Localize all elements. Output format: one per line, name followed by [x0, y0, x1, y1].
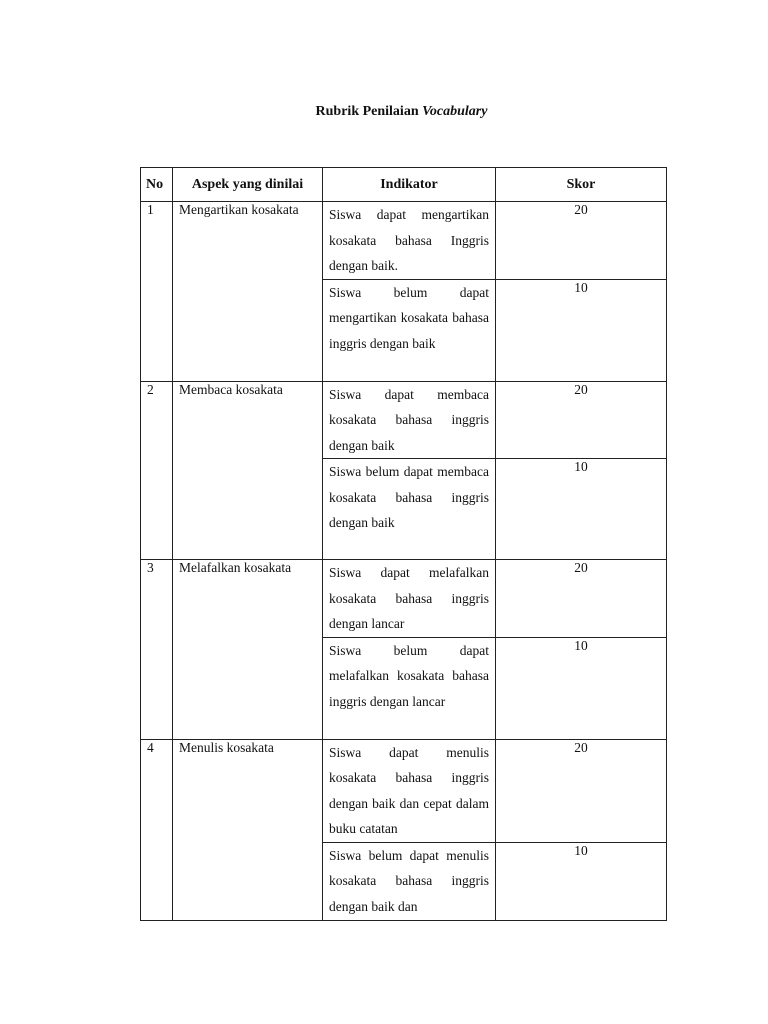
- table-header-row: [141, 168, 667, 202]
- header-skor: Skor: [496, 168, 667, 202]
- skor-cell: 10: [496, 842, 667, 921]
- rubric-table: [140, 167, 667, 921]
- indikator-cell: Siswa belum dapat menulis kosakata bahasa inggris dengan baik dan: [323, 842, 496, 921]
- skor-cell: 20: [496, 381, 667, 459]
- aspek-cell: Membaca kosakata: [173, 381, 323, 560]
- table-row: [141, 739, 667, 842]
- aspek-cell: Mengartikan kosakata: [173, 202, 323, 382]
- title-text: Rubrik Penilaian: [315, 104, 423, 119]
- skor-cell: 10: [496, 637, 667, 739]
- header-aspek: Aspek yang dinilai: [173, 168, 323, 202]
- table-row: [141, 560, 667, 638]
- skor-cell: 10: [496, 459, 667, 560]
- indikator-cell: Siswa belum dapat membaca kosakata bahasa inggris dengan baik: [323, 459, 496, 560]
- skor-cell: 20: [496, 202, 667, 280]
- row-number: 3: [141, 560, 173, 740]
- indikator-cell: Siswa dapat mengartikan kosakata bahasa Inggris dengan baik.: [323, 202, 496, 280]
- indikator-cell: Siswa belum dapat mengartikan kosakata bahasa inggris dengan baik: [323, 279, 496, 381]
- skor-cell: 20: [496, 560, 667, 638]
- indikator-cell: Siswa dapat melafalkan kosakata bahasa inggris dengan lancar: [323, 560, 496, 638]
- row-number: 2: [141, 381, 173, 560]
- row-number: 1: [141, 202, 173, 382]
- header-indikator: Indikator: [323, 168, 496, 202]
- skor-cell: 10: [496, 279, 667, 381]
- row-number: 4: [141, 739, 173, 921]
- header-no: No: [141, 168, 173, 202]
- skor-cell: 20: [496, 739, 667, 842]
- aspek-cell: Menulis kosakata: [173, 739, 323, 921]
- table-row: [141, 202, 667, 280]
- table-row: [141, 381, 667, 459]
- indikator-cell: Siswa belum dapat melafalkan kosakata bahasa inggris dengan lancar: [323, 637, 496, 739]
- indikator-cell: Siswa dapat membaca kosakata bahasa inggris dengan baik: [323, 381, 496, 459]
- aspek-cell: Melafalkan kosakata: [173, 560, 323, 740]
- title-italic-text: Vocabulary: [422, 104, 488, 119]
- document-title: [0, 103, 768, 121]
- indikator-cell: Siswa dapat menulis kosakata bahasa inggris dengan baik dan cepat dalam buku catatan: [323, 739, 496, 842]
